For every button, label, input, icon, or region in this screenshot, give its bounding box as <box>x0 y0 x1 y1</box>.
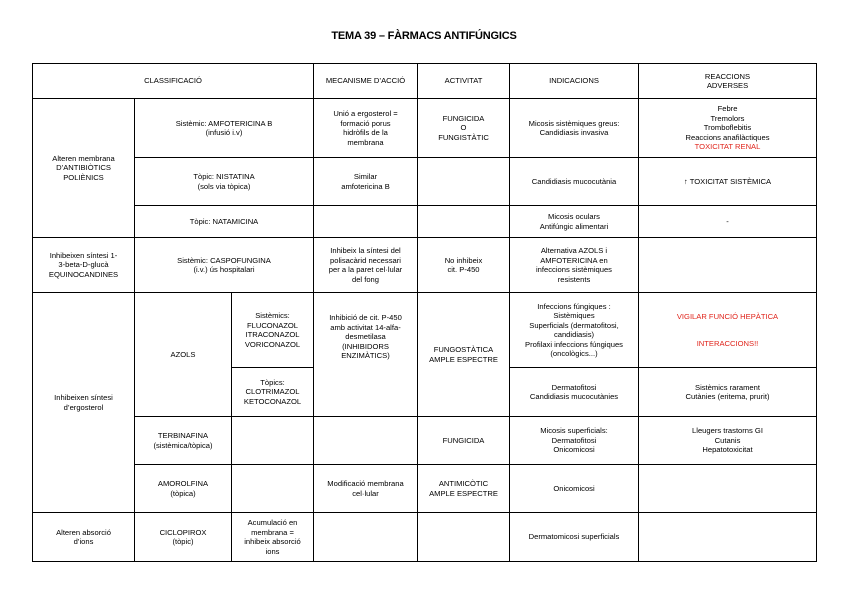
indicacions-amorolfina: Onicomicosi <box>510 465 639 513</box>
row-terbinafina <box>33 417 817 465</box>
row-caspofungina <box>33 238 817 293</box>
interactions-warning: INTERACCIONS!! <box>696 339 759 348</box>
classificacio-amorolfina: AMOROLFINA (tòpica) <box>135 465 232 513</box>
activitat-nistatina <box>418 158 510 206</box>
reaccions-terbinafina: Lleugers trastorns GI Cutanis Hepatotoxicitat <box>639 417 817 465</box>
reaccions-amorolfina <box>639 465 817 513</box>
indicacions-azols-topics: Dermatofitosi Candidiasis mucocutànies <box>510 368 639 417</box>
mecanisme-caspofungina: Inhibeix la síntesi del polisacàrid necessari per a la paret cel·lular del fong <box>314 238 418 293</box>
row-amorolfina <box>33 465 817 513</box>
reaccions-ciclopirox <box>639 513 817 562</box>
classificacio-natamicina: Tòpic: NATAMICINA <box>135 206 314 238</box>
header-row <box>33 64 817 99</box>
activitat-azols: FUNGOSTÀTICA AMPLE ESPECTRE <box>418 293 510 417</box>
indicacions-terbinafina: Micosis superficials: Dermatofitosi Onicomicosi <box>510 417 639 465</box>
mecanisme-nistatina: Similar amfotericina B <box>314 158 418 206</box>
reaccions-azols-topics: Sistèmics rarament Cutànies (eritema, prurit) <box>639 368 817 417</box>
mecanisme-amorolfina: Modificació membrana cel·lular <box>314 465 418 513</box>
row-natamicina <box>33 206 817 238</box>
reaccions-caspofungina <box>639 238 817 293</box>
classificacio-ciclopirox: CICLOPIROX (tòpic) <box>135 513 232 562</box>
reaccions-amfotericina: Febre Tremolors Tromboflebitis Reaccions anafilàctiques TOXICITAT RENAL <box>639 99 817 158</box>
header-indicacions: INDICACIONS <box>510 64 639 99</box>
mecanisme-terbinafina <box>314 417 418 465</box>
row-amfotericina <box>33 99 817 158</box>
indicacions-ciclopirox: Dermatomicosi superficials <box>510 513 639 562</box>
indicacions-azols-sistemics: Infeccions fúngiques : Sistèmiques Superficials (dermatofitosi, candidiasis) Profilaxi infeccions fúngiques (oncològics...) <box>510 293 639 368</box>
header-mecanisme: MECANISME D’ACCIÓ <box>314 64 418 99</box>
mecanisme-natamicina <box>314 206 418 238</box>
mecanisme-amfotericina: Unió a ergosterol = formació porus hidròfils de la membrana <box>314 99 418 158</box>
antifungals-table <box>32 63 817 562</box>
reaccions-nistatina: ↑ TOXICITAT SISTÈMICA <box>639 158 817 206</box>
azols-sistemics: Sistèmics: FLUCONAZOL ITRACONAZOL VORICONAZOL <box>232 293 314 368</box>
classificacio-amfotericina: Sistèmic: AMFOTERICINA B (infusió i.v) <box>135 99 314 158</box>
group-polienics: Alteren membrana D’ANTIBIÒTICS POLIÈNICS <box>33 99 135 238</box>
activitat-amorolfina: ANTIMICÒTIC AMPLE ESPECTRE <box>418 465 510 513</box>
reaccions-azols-sistemics <box>639 293 817 368</box>
classificacio-terbinafina: TERBINAFINA (sistèmica/tòpica) <box>135 417 232 465</box>
group-absorcio: Alteren absorció d’ions <box>33 513 135 562</box>
activitat-ciclopirox <box>418 513 510 562</box>
header-reaccions: REACCIONS ADVERSES <box>639 64 817 99</box>
empty-amorolfina-sub <box>232 465 314 513</box>
group-equinocandines: Inhibeixen síntesi 1- 3-beta-D-glucà EQUINOCANDINES <box>33 238 135 293</box>
hepatic-warning: VIGILAR FUNCIÓ HEPÀTICA <box>676 311 779 321</box>
renal-toxicity-warning: TOXICITAT RENAL <box>694 142 761 152</box>
mecanisme-ciclopirox <box>314 513 418 562</box>
classificacio-caspofungina: Sistèmic: CASPOFUNGINA (i.v.) ús hospitalari <box>135 238 314 293</box>
azols-label: AZOLS <box>135 293 232 417</box>
group-ergosterol: Inhibeixen síntesi d’ergosterol <box>33 293 135 513</box>
indicacions-natamicina: Micosis oculars Antifúngic alimentari <box>510 206 639 238</box>
reaccions-natamicina: - <box>639 206 817 238</box>
indicacions-amfotericina: Micosis sistèmiques greus: Candidiasis invasiva <box>510 99 639 158</box>
mecanisme-azols: Inhibició de cit. P-450 amb activitat 14-alfa- desmetilasa (INHIBIDORS ENZIMÀTICS) <box>314 293 418 417</box>
activitat-terbinafina: FUNGICIDA <box>418 417 510 465</box>
empty-terbinafina-sub <box>232 417 314 465</box>
indicacions-nistatina: Candidiasis mucocutània <box>510 158 639 206</box>
classificacio-nistatina: Tòpic: NISTATINA (sols via tòpica) <box>135 158 314 206</box>
activitat-natamicina <box>418 206 510 238</box>
header-classificacio: CLASSIFICACIÓ <box>33 64 314 99</box>
row-ciclopirox <box>33 513 817 562</box>
page-title: TEMA 39 – FÀRMACS ANTIFÚNGICS <box>331 30 517 42</box>
detail-ciclopirox: Acumulació en membrana = inhibeix absorció ions <box>232 513 314 562</box>
azols-topics: Tòpics: CLOTRIMAZOL KETOCONAZOL <box>232 368 314 417</box>
header-activitat: ACTIVITAT <box>418 64 510 99</box>
row-azols-sistemics <box>33 293 817 368</box>
indicacions-caspofungina: Alternativa AZOLS i AMFOTERICINA en infeccions sistèmiques resistents <box>510 238 639 293</box>
activitat-amfotericina: FUNGICIDA O FUNGISTÀTIC <box>418 99 510 158</box>
activitat-caspofungina: No inhibeix cit. P-450 <box>418 238 510 293</box>
row-nistatina <box>33 158 817 206</box>
